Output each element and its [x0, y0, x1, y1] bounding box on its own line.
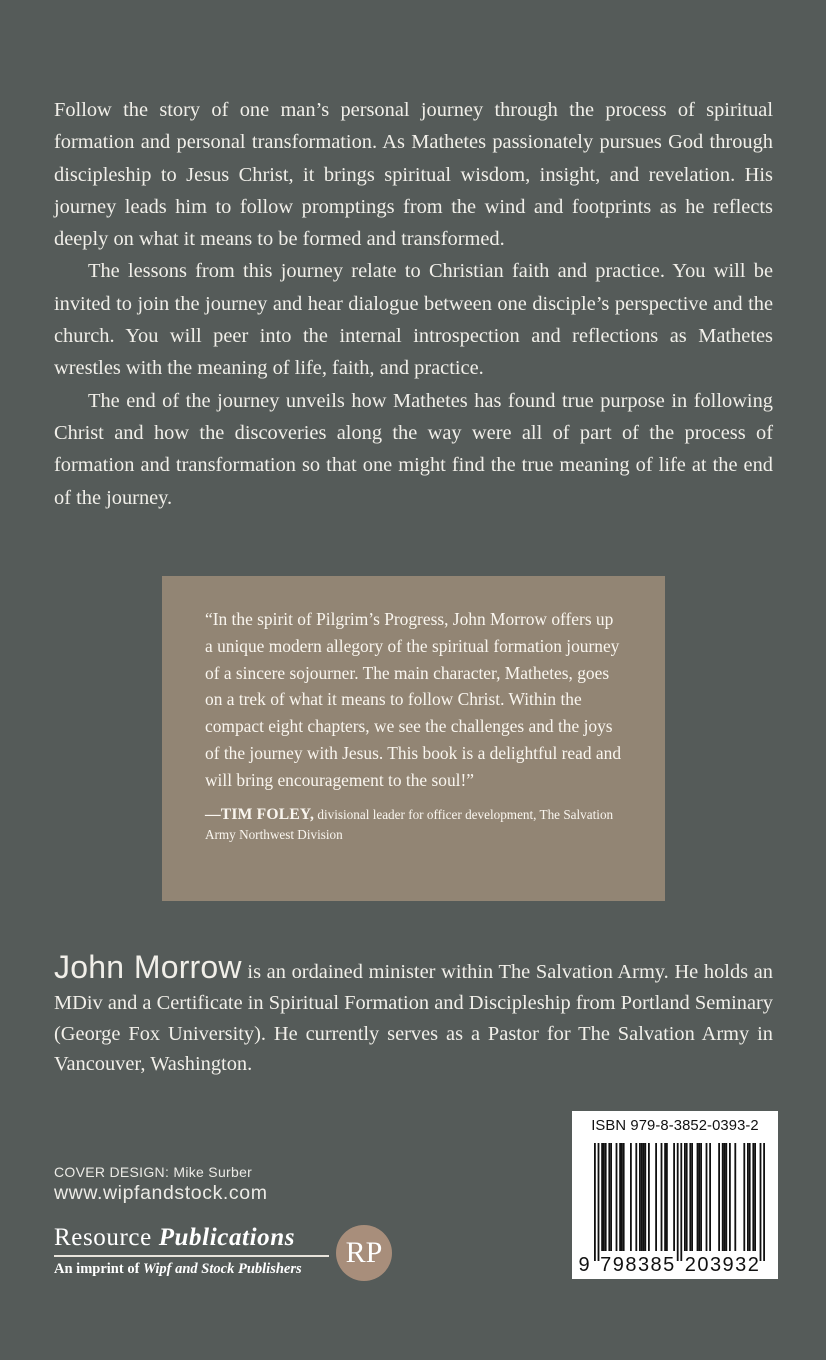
barcode-bar — [680, 1143, 682, 1261]
publisher-rule — [54, 1255, 329, 1257]
author-bio-text: is an ordained minister within The Salvation Army. He holds an MDiv and a Certificate in Spiritual Formation and Discipleship from Portland Seminary (George Fox University). He currently serves as a Pastor for The Salvation Army in Vancouver, Washington. — [54, 961, 773, 1076]
barcode-digits — [578, 1254, 758, 1275]
publisher-name-part2: Publications — [158, 1224, 296, 1251]
barcode-bar — [666, 1143, 668, 1251]
barcode-bar — [729, 1143, 731, 1251]
barcode-bars — [594, 1143, 765, 1261]
back-cover-blurb — [54, 94, 773, 514]
barcode-digit: 3 — [709, 1254, 722, 1275]
barcode-icon — [577, 1143, 773, 1275]
barcode-bar — [698, 1143, 700, 1251]
barcode-bar — [639, 1143, 641, 1251]
barcode-bar — [724, 1143, 726, 1251]
blurb-paragraph-1: Follow the story of one man’s personal journey through the process of spiritual formation and personal transformation. As Mathetes passionately pursues God through discipleship to Jesus Christ, it brings spiritual wisdom, insight, and revelation. His journey leads him to follow promptings from the wind and footprints as he reflects deeply on what it means to be formed and transformed. — [54, 99, 773, 251]
barcode-bar — [673, 1143, 675, 1251]
endorsement-quote: “In the spirit of Pilgrim’s Progress, John Morrow offers up a unique modern allegory of the spiritual formation journey of a sincere sojourner. The main character, Mathetes, goes on a trek of what it means to follow Christ. Within the compact eight chapters, we see the challenges and the joys of the journey with Jesus. This book is a delightful read and will bring encouragement to the soul!” — [205, 609, 622, 790]
barcode-box — [572, 1111, 778, 1279]
cover-design-label: COVER DESIGN: — [54, 1164, 170, 1180]
barcode-bar — [734, 1143, 736, 1251]
barcode-bar — [677, 1143, 679, 1261]
barcode-digit: 8 — [650, 1254, 662, 1275]
blurb-paragraph-3: The end of the journey unveils how Mathetes has found true purpose in following Christ and how the discoveries along the way were all of part of the process of formation and transformation so that one might find the true meaning of life at the end of the journey. — [54, 389, 773, 509]
barcode-bar — [691, 1143, 693, 1251]
barcode-digit: 9 — [722, 1254, 734, 1275]
barcode-bar — [655, 1143, 657, 1251]
barcode-bar — [605, 1143, 607, 1251]
barcode-bar — [684, 1143, 686, 1251]
barcode-bar — [725, 1143, 727, 1251]
barcode-digit: 3 — [735, 1254, 747, 1275]
barcode-bar — [689, 1143, 691, 1251]
barcode-bar — [749, 1143, 751, 1251]
barcode-digit: 7 — [600, 1254, 612, 1275]
barcode-bar — [760, 1143, 762, 1261]
rp-logo-icon: RP — [336, 1225, 392, 1281]
barcode-digit: 9 — [612, 1254, 624, 1275]
barcode-bar — [718, 1143, 720, 1251]
barcode-bar — [603, 1143, 605, 1251]
barcode-bar — [763, 1143, 765, 1261]
barcode-digit: 3 — [637, 1254, 650, 1275]
endorsement-box — [162, 576, 665, 901]
barcode-bar — [706, 1143, 708, 1251]
barcode-bar — [722, 1143, 724, 1251]
barcode-bar — [610, 1143, 612, 1251]
barcode-digit: 5 — [663, 1254, 675, 1275]
barcode-bar — [594, 1143, 596, 1261]
publisher-name — [54, 1224, 329, 1252]
barcode-bar — [743, 1143, 745, 1251]
barcode-digit: 8 — [625, 1254, 637, 1275]
barcode-digit: 2 — [684, 1254, 696, 1275]
author-bio — [54, 949, 773, 1080]
barcode-bar — [754, 1143, 756, 1251]
barcode-bar — [643, 1143, 645, 1251]
barcode-bar — [752, 1143, 754, 1251]
endorsement-attribution — [205, 805, 625, 845]
cover-designer: Mike Surber — [173, 1164, 253, 1180]
barcode-digit: 2 — [747, 1254, 759, 1275]
barcode-bar — [616, 1143, 618, 1251]
barcode-digit: 9 — [578, 1254, 590, 1275]
barcode-bar — [608, 1143, 610, 1251]
barcode-bar — [686, 1143, 688, 1251]
barcode-bar — [630, 1143, 632, 1251]
barcode-bar — [601, 1143, 603, 1251]
publisher-name-part1: Resource — [54, 1224, 152, 1251]
barcode-bar — [598, 1143, 600, 1261]
cover-credits — [54, 1164, 268, 1205]
barcode-bar — [700, 1143, 702, 1251]
barcode-bar — [623, 1143, 625, 1251]
barcode-bar — [621, 1143, 623, 1251]
barcode-bar — [641, 1143, 643, 1251]
isbn-label: ISBN 979-8-3852-0393-2 — [591, 1118, 759, 1134]
publisher-website[interactable]: www.wipfandstock.com — [54, 1182, 268, 1204]
imprint-prefix: An imprint of — [54, 1261, 140, 1277]
barcode-bar — [697, 1143, 699, 1251]
publisher-mark — [54, 1224, 329, 1278]
imprint-name: Wipf and Stock Publishers — [143, 1261, 302, 1277]
barcode-bar — [747, 1143, 749, 1251]
barcode-bar — [661, 1143, 663, 1251]
barcode-bar — [635, 1143, 637, 1251]
author-name: John Morrow — [54, 949, 242, 985]
blurb-paragraph-2: The lessons from this journey relate to Christian faith and practice. You will be invited to join the journey and hear dialogue between one disciple’s perspective and the church. You will peer into the internal introspection and reflections as Mathetes wrestles with the meaning of life, faith, and practice. — [54, 260, 773, 380]
endorser-name: —TIM FOLEY, — [205, 805, 315, 823]
endorser-role: divisional leader for officer development, The Salvation Army Northwest Division — [205, 806, 614, 842]
barcode-bar — [644, 1143, 646, 1251]
barcode-bar — [619, 1143, 621, 1251]
barcode-bar — [709, 1143, 711, 1251]
publisher-imprint — [54, 1261, 329, 1278]
barcode-bar — [664, 1143, 666, 1251]
barcode-bar — [648, 1143, 650, 1251]
cover-design-credit — [54, 1164, 268, 1180]
barcode-digit: 0 — [697, 1254, 709, 1275]
